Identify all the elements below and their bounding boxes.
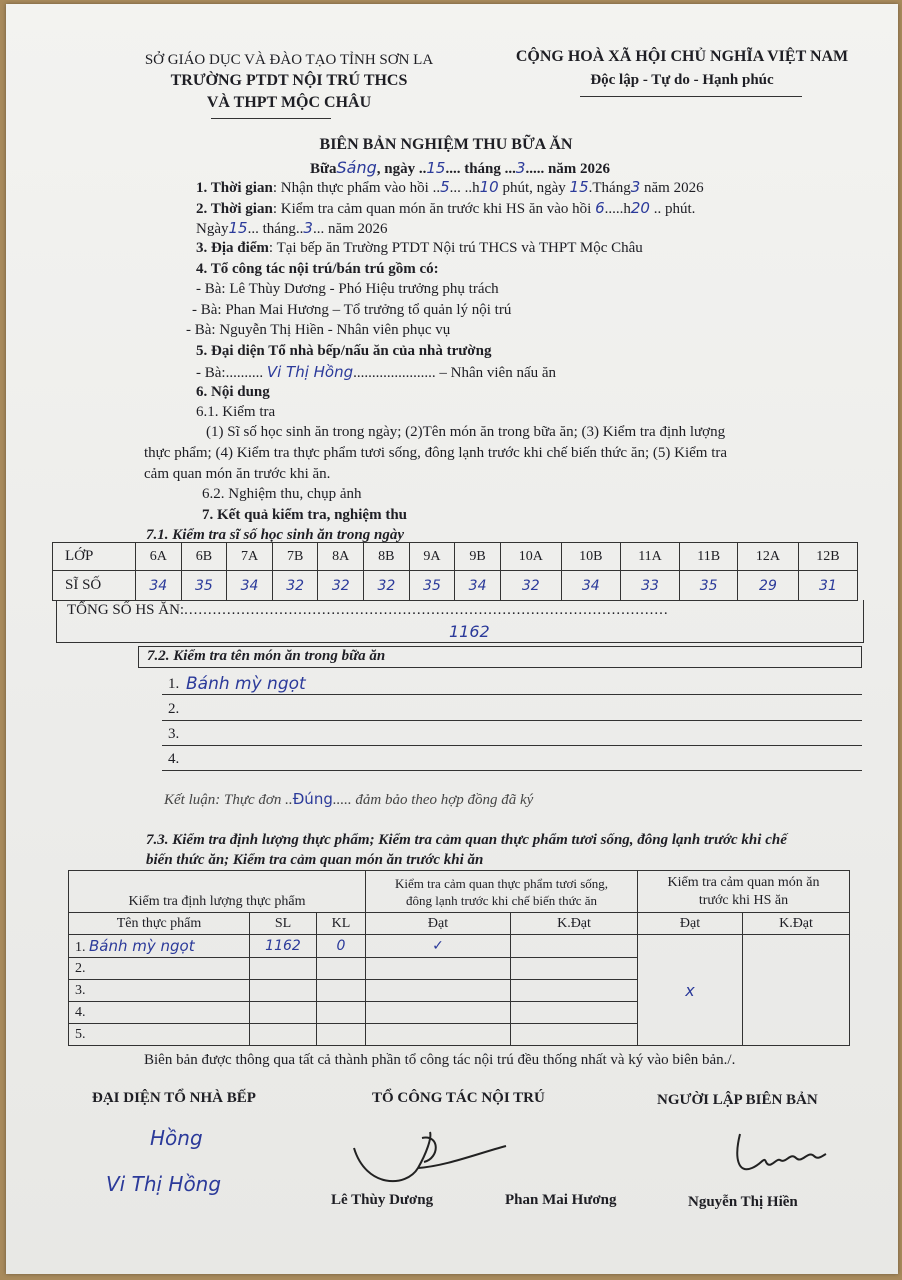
sensory-kdat-cell <box>743 935 850 1046</box>
section-2-hour: 6 <box>595 199 605 217</box>
food-kdat <box>511 980 638 1002</box>
meal-month-label: tháng <box>464 161 501 177</box>
food-sl: 1162 <box>250 935 317 958</box>
section-6-1: 6.1. Kiểm tra <box>196 404 276 420</box>
header-department: SỞ GIÁO DỤC VÀ ĐÀO TẠO TỈNH SƠN LA <box>144 52 434 68</box>
col-name: Tên thực phẩm <box>69 913 250 935</box>
group-quantity-header: Kiểm tra định lượng thực phẩm <box>69 871 366 913</box>
food-table-col-header <box>69 913 850 935</box>
food-kdat <box>511 935 638 958</box>
food-row-num: 2. <box>69 958 250 980</box>
section-2-text: : Kiểm tra cảm quan món ăn trước khi HS ăn vào hồi <box>272 201 592 217</box>
signer-le-thuy-duong: Lê Thùy Dương <box>331 1192 434 1208</box>
meal-label: Bữa <box>310 161 337 177</box>
section-2-line: 2. Thời gian: Kiểm tra cảm quan món ăn trước khi HS ăn vào hồi 6.....h20 .. phút. <box>196 199 696 217</box>
section-2-year: năm 2026 <box>327 221 388 237</box>
section-1-minute: 10 <box>479 178 499 196</box>
total-label: TỔNG SỐ HS ĂN: <box>67 602 185 618</box>
section-2-thang-label: tháng <box>262 221 296 237</box>
kitchen-signature: Hồng <box>150 1126 203 1150</box>
food-dat: ✓ <box>366 935 511 958</box>
class-cell: 7B <box>272 543 318 571</box>
meal-year: năm 2026 <box>547 161 611 177</box>
food-sl <box>250 1024 317 1046</box>
section-6-para-2: thực phẩm; (4) Kiểm tra thực phẩm tươi sống, đông lạnh trước khi chế biến thức ăn; (5) Kiểm tra <box>144 445 728 461</box>
col-kdat: K.Đạt <box>511 913 638 935</box>
document-page <box>6 4 898 1274</box>
meal-day-label: , ngày <box>376 161 416 177</box>
count-cell: 35 <box>680 571 738 601</box>
document-title: BIÊN BẢN NGHIỆM THU BỮA ĂN <box>319 136 573 153</box>
class-header: LỚP <box>53 543 136 571</box>
section-2-ngay-label: Ngày <box>196 221 229 237</box>
section-4-label: 4. Tổ công tác nội trú/bán trú gồm có: <box>196 261 439 277</box>
dish-line-1 <box>162 694 862 695</box>
header-underline-left <box>211 118 331 119</box>
signer-phan-mai-huong: Phan Mai Hương <box>505 1192 617 1208</box>
food-sl <box>250 1002 317 1024</box>
class-cell: 6A <box>136 543 182 571</box>
section-6-para-3: cảm quan món ăn trước khi ăn. <box>144 466 331 482</box>
member-3: - Bà: Nguyễn Thị Hiền - Nhân viên phục vụ <box>186 322 451 338</box>
group-sensory-header <box>638 871 850 913</box>
group-fresh-header <box>366 871 638 913</box>
header-underline-right <box>580 96 802 97</box>
col-sl: SL <box>250 913 317 935</box>
closing-text: Biên bản được thông qua tất cả thành phần tổ công tác nội trú đều thống nhất và ký vào biên bản./. <box>144 1052 736 1068</box>
section-7-2-box <box>138 646 862 668</box>
food-row <box>69 935 850 958</box>
section-6-para-1: (1) Sĩ số học sinh ăn trong ngày; (2)Tên món ăn trong bữa ăn; (3) Kiểm tra định lượng <box>206 424 726 440</box>
signature-nguyen-thi-hien <box>730 1128 830 1178</box>
count-cell: 29 <box>738 571 799 601</box>
group-fresh-header-2: đông lạnh trước khi chế biến thức ăn <box>406 892 597 908</box>
total-box <box>56 600 864 643</box>
col-kl: KL <box>317 913 366 935</box>
dish-1-num: 1. <box>168 676 180 692</box>
signature-col2-title: TỔ CÔNG TÁC NỘI TRÚ <box>372 1090 545 1106</box>
food-kdat <box>511 1002 638 1024</box>
member-2: - Bà: Phan Mai Hương – Tổ trưởng tổ quản lý nội trú <box>192 302 512 318</box>
section-7-3-line2: biến thức ăn; Kiểm tra cảm quan món ăn trước khi ăn <box>146 852 484 868</box>
section-2-day: 15 <box>228 219 248 237</box>
signer-nguyen-thi-hien: Nguyễn Thị Hiền <box>688 1194 798 1210</box>
dish-3-num: 3. <box>168 726 180 742</box>
count-cell: 32 <box>318 571 364 601</box>
section-7-3-line1: 7.3. Kiểm tra định lượng thực phẩm; Kiểm tra cảm quan thực phẩm tươi sống, đông lạnh trước khi chế <box>146 832 787 848</box>
food-kl <box>317 958 366 980</box>
food-table-group-header <box>69 871 850 913</box>
dish-line-2 <box>162 720 862 721</box>
kitchen-rep-prefix: - Bà: <box>196 365 226 381</box>
section-1-day: 15 <box>569 178 589 196</box>
dish-2-num: 2. <box>168 701 180 717</box>
kitchen-rep-name: Vi Thị Hồng <box>266 363 354 381</box>
count-cell: 34 <box>136 571 182 601</box>
header-school-line2: VÀ THPT MỘC CHÂU <box>206 94 372 111</box>
total-value: 1162 <box>449 622 490 641</box>
group-sensory-header-1: Kiểm tra cảm quan món ăn <box>667 874 820 890</box>
class-row <box>53 543 858 571</box>
header-school: TRƯỜNG PTDT NỘI TRÚ THCS <box>170 72 408 89</box>
class-cell: 12B <box>798 543 857 571</box>
count-row <box>53 571 858 601</box>
food-kl <box>317 1002 366 1024</box>
conclusion-line <box>164 790 533 809</box>
section-1-line: 1. Thời gian: Nhận thực phẩm vào hồi ..5... ..h10 phút, ngày 15.Tháng3 năm 2026 <box>196 178 704 196</box>
section-2-h: h <box>623 201 631 217</box>
section-7-1-label: 7.1. Kiểm tra sĩ số học sinh ăn trong ngày <box>146 527 404 543</box>
conclusion-prefix: Kết luận: Thực đơn .. <box>164 792 293 808</box>
section-1-text2: phút, ngày <box>502 180 566 196</box>
signature-col1-title: ĐẠI DIỆN TỔ NHÀ BẾP <box>92 1090 256 1106</box>
count-cell: 35 <box>181 571 227 601</box>
meal-line: BữaSáng, ngày ..15.... tháng ...3..... năm 2026 <box>310 158 611 177</box>
section-2-minute: 20 <box>630 199 650 217</box>
group-fresh-header-1: Kiểm tra cảm quan thực phẩm tươi sống, <box>394 875 609 891</box>
member-1: - Bà: Lê Thùy Dương - Phó Hiệu trưởng phụ trách <box>196 281 499 297</box>
count-cell: 31 <box>798 571 857 601</box>
count-cell: 32 <box>364 571 410 601</box>
col-dat: Đạt <box>366 913 511 935</box>
food-dat <box>366 1002 511 1024</box>
count-cell: 34 <box>227 571 273 601</box>
section-2-label: 2. Thời gian <box>196 201 273 217</box>
section-3-line <box>196 240 643 257</box>
signature-col3-title: NGƯỜI LẬP BIÊN BẢN <box>657 1092 818 1108</box>
section-3-text: : Tại bếp ăn Trường PTDT Nội trú THCS và THPT Mộc Châu <box>268 240 643 256</box>
class-cell: 11A <box>620 543 680 571</box>
dish-line-3 <box>162 745 862 746</box>
section-1-h: h <box>472 180 480 196</box>
section-6-2: 6.2. Nghiệm thu, chụp ảnh <box>202 486 362 502</box>
food-check-table <box>68 870 850 1046</box>
header-country: CỘNG HOÀ XÃ HỘI CHỦ NGHĨA VIỆT NAM <box>515 48 849 65</box>
food-kl <box>317 1024 366 1046</box>
food-row-num: 5. <box>69 1024 250 1046</box>
meal-month: 3 <box>515 159 526 177</box>
conclusion-value: Đúng <box>292 790 333 808</box>
class-cell: 11B <box>680 543 738 571</box>
class-cell: 10B <box>561 543 620 571</box>
total-label-line: TỔNG SỐ HS ĂN:...................................................................................................... <box>67 602 669 618</box>
section-2-text2: .. phút. <box>653 201 696 217</box>
count-cell: 35 <box>409 571 455 601</box>
food-dat <box>366 1024 511 1046</box>
section-1-hour: 5 <box>440 178 450 196</box>
class-cell: 12A <box>738 543 799 571</box>
kitchen-signature-name: Vi Thị Hồng <box>106 1172 222 1196</box>
class-cell: 10A <box>500 543 561 571</box>
food-name: Bánh mỳ ngọt <box>89 936 195 955</box>
count-header: SĨ SỐ <box>53 571 136 601</box>
food-kdat <box>511 958 638 980</box>
class-count-table <box>52 542 858 601</box>
class-cell: 8A <box>318 543 364 571</box>
dish-1-name: Bánh mỳ ngọt <box>186 674 306 694</box>
food-kl <box>317 980 366 1002</box>
section-2-month: 3 <box>303 219 313 237</box>
section-7-label: 7. Kết quả kiểm tra, nghiệm thu <box>202 507 408 523</box>
sensory-dat-cell: x <box>638 935 743 1046</box>
section-1-month: 3 <box>630 178 641 196</box>
count-cell: 34 <box>561 571 620 601</box>
header-motto: Độc lập - Tự do - Hạnh phúc <box>590 72 774 88</box>
meal-day: 15 <box>426 159 446 177</box>
kitchen-rep-role: – Nhân viên nấu ăn <box>439 365 557 381</box>
class-cell: 9B <box>455 543 501 571</box>
dish-line-4 <box>162 770 862 771</box>
food-dat <box>366 980 511 1002</box>
section-1-thang: Tháng <box>592 180 631 196</box>
kitchen-rep-line: - Bà:.......... Vi Thị Hồng...................... – Nhân viên nấu ăn <box>196 363 557 381</box>
section-1-text: : Nhận thực phẩm vào hồi <box>272 180 429 196</box>
class-cell: 7A <box>227 543 273 571</box>
count-cell: 33 <box>620 571 680 601</box>
conclusion-suffix: ..... đảm bảo theo hợp đồng đã ký <box>332 792 534 808</box>
food-row-num: 1. <box>75 939 86 955</box>
signature-le-thuy-duong <box>346 1128 516 1188</box>
food-kdat <box>511 1024 638 1046</box>
section-2-date-line: Ngày15... tháng..3... năm 2026 <box>196 219 388 237</box>
food-kl: 0 <box>317 935 366 958</box>
group-sensory-header-2: trước khi HS ăn <box>698 892 789 908</box>
section-7-2-label: 7.2. Kiểm tra tên món ăn trong bữa ăn <box>147 648 386 664</box>
col-dat2: Đạt <box>638 913 743 935</box>
section-6-label: 6. Nội dung <box>196 384 270 400</box>
food-row-num: 4. <box>69 1002 250 1024</box>
food-sl <box>250 958 317 980</box>
food-name-cell <box>69 935 250 958</box>
food-row-num: 3. <box>69 980 250 1002</box>
section-1-year: năm 2026 <box>644 180 704 196</box>
food-dat <box>366 958 511 980</box>
meal-value: Sáng <box>336 158 377 177</box>
dish-4-num: 4. <box>168 751 180 767</box>
section-1-label: 1. Thời gian <box>196 180 273 196</box>
class-cell: 9A <box>409 543 455 571</box>
col-kdat2: K.Đạt <box>743 913 850 935</box>
class-cell: 6B <box>181 543 227 571</box>
count-cell: 32 <box>272 571 318 601</box>
count-cell: 32 <box>500 571 561 601</box>
class-cell: 8B <box>364 543 410 571</box>
section-5-label: 5. Đại diện Tổ nhà bếp/nấu ăn của nhà trường <box>196 343 492 359</box>
food-sl <box>250 980 317 1002</box>
section-3-label: 3. Địa điểm <box>196 240 269 256</box>
count-cell: 34 <box>455 571 501 601</box>
